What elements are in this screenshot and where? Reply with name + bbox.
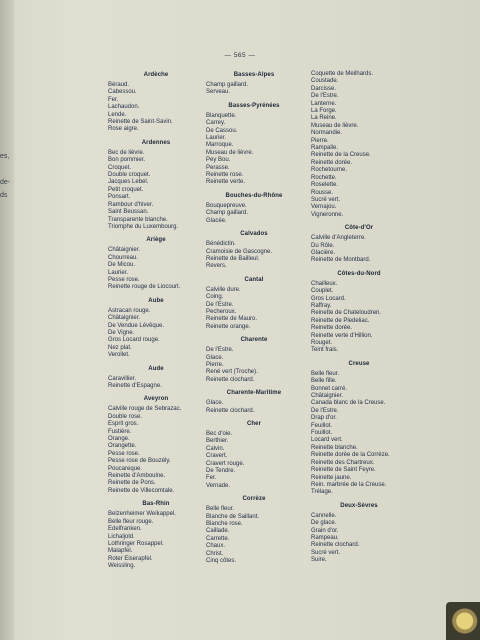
variety-item: Normandie. xyxy=(311,130,343,137)
variety-item: Christ. xyxy=(206,550,224,557)
variety-item: Cabessou. xyxy=(108,89,137,96)
variety-item: Gros Locard. xyxy=(311,295,346,302)
department-heading: Côtes-du-Nord xyxy=(337,270,381,277)
variety-item: Rein. marbrée de la Creuse. xyxy=(311,481,387,488)
variety-item: Museau de lièvre. xyxy=(311,122,359,129)
facing-page-fragments xyxy=(0,150,12,202)
variety-item: De Vigne. xyxy=(108,329,135,336)
variety-item: Esprit gros. xyxy=(108,421,139,428)
column-2 xyxy=(206,71,324,571)
variety-item: Vernade. xyxy=(206,482,231,489)
variety-item: Gros Locard rouge. xyxy=(108,337,160,344)
department-section xyxy=(206,230,324,271)
department-section xyxy=(311,224,429,265)
department-heading: Aube xyxy=(148,297,164,304)
variety-item: Marroque. xyxy=(206,142,234,149)
facing-page-fragment: es, xyxy=(0,153,10,160)
variety-item: Rambour d'hiver. xyxy=(108,201,154,208)
department-section xyxy=(206,420,324,490)
department-heading: Bouches-du-Rhône xyxy=(225,192,283,199)
variety-item: Pierre. xyxy=(311,137,329,144)
variety-item: Reinette d'Amboulne. xyxy=(108,473,166,480)
variety-item: Darcisse. xyxy=(311,85,337,92)
variety-item: Reinette clochard. xyxy=(206,376,255,383)
variety-item: Reinette rose. xyxy=(206,172,244,179)
variety-item: Revers. xyxy=(206,263,227,270)
department-section xyxy=(206,495,324,565)
variety-item: Feuillot. xyxy=(311,422,333,429)
facing-page-fragment: ds xyxy=(0,192,8,199)
variety-item: Cannelle. xyxy=(311,512,337,519)
department-section xyxy=(206,192,324,225)
variety-item: Fer. xyxy=(206,475,217,482)
variety-item: Fustière. xyxy=(108,428,132,435)
department-heading: Charente-Maritime xyxy=(226,390,282,397)
variety-item: Lachaudon. xyxy=(108,104,140,111)
variety-item: Reinette de Chateloudren. xyxy=(311,310,382,317)
variety-item: Carrette. xyxy=(206,535,230,542)
variety-item: Belle fleur. xyxy=(311,370,340,377)
variety-item: Pesse rose de Bouzély. xyxy=(108,458,171,465)
variety-item: De Micou. xyxy=(108,262,136,269)
variety-item: Glace. xyxy=(206,400,224,407)
variety-item: Glace. xyxy=(206,354,224,361)
variety-item: Coing. xyxy=(206,294,224,301)
variety-item: De Tendre. xyxy=(206,468,236,475)
variety-item: Blanche de Saillant. xyxy=(206,513,260,520)
variety-item: Bonnet carré. xyxy=(311,385,348,392)
variety-item: Lichaljold. xyxy=(108,533,135,540)
department-heading: Cher xyxy=(246,421,262,427)
variety-item: Chaux. xyxy=(206,543,226,550)
variety-item: Reinette de Saint-Savin. xyxy=(108,119,173,126)
variety-item: Trélage. xyxy=(311,489,333,496)
page-number: — 565 — xyxy=(224,52,256,59)
variety-item: Reinette de Saint Feyre. xyxy=(311,467,376,474)
corner-logo-icon xyxy=(446,602,480,640)
variety-item: Double croquet. xyxy=(108,172,151,179)
variety-item: Reinette de la Creuse. xyxy=(311,152,371,159)
variety-item: Reinette dorée. xyxy=(311,325,353,332)
variety-item: Reinette verte. xyxy=(206,179,246,186)
variety-item: Drap d'or. xyxy=(311,415,337,422)
variety-item: Bec de lièvre. xyxy=(108,149,145,156)
variety-item: Coquette de Meilhards. xyxy=(311,71,374,77)
variety-item: Reinette verte d'Hillion. xyxy=(311,332,373,339)
variety-item: De glace. xyxy=(311,520,337,527)
department-heading: Cantal xyxy=(244,276,264,283)
variety-item: Verollet. xyxy=(108,352,130,359)
variety-item: Béraud. xyxy=(108,82,130,88)
variety-item: La Forge. xyxy=(311,108,337,115)
variety-item: Lende. xyxy=(108,111,127,118)
variety-item: La Reine. xyxy=(311,115,337,122)
variety-item: Cravert. xyxy=(206,453,228,460)
department-heading: Calvados xyxy=(240,231,268,238)
variety-item: Teint frais. xyxy=(311,347,339,354)
variety-item: Bénédictin. xyxy=(206,241,236,248)
variety-item: Berthier. xyxy=(206,438,229,445)
department-heading: Ardèche xyxy=(143,72,169,78)
variety-item: Caravillier. xyxy=(108,375,137,382)
variety-item: Cramoisie de Gascogne. xyxy=(206,248,273,255)
variety-item: Rochetourne. xyxy=(311,167,348,174)
variety-item: Edelfranken. xyxy=(108,526,142,533)
variety-item: Raffray. xyxy=(311,302,332,309)
facing-page-fragment: de- xyxy=(0,179,11,186)
department-heading: Charente xyxy=(240,337,268,344)
variety-item: Astracan rouge. xyxy=(108,307,151,314)
variety-item: Transparente blanche. xyxy=(108,216,168,223)
variety-item: Glacière. xyxy=(311,249,336,256)
variety-item: De l'Estre. xyxy=(311,407,339,414)
variety-item: Reinette de Montbard. xyxy=(311,257,371,264)
variety-item: Vigneronne. xyxy=(311,211,344,218)
variety-item: Ponsart. xyxy=(108,194,131,201)
variety-item: Triomphe du Luxembourg. xyxy=(108,223,179,230)
variety-item: René vert (Troche). xyxy=(206,369,258,376)
variety-item: Rose aigre. xyxy=(108,126,139,133)
variety-item: Reinette des Chartreux. xyxy=(311,459,375,466)
variety-item: Châtaignier. xyxy=(108,315,141,322)
variety-item: Reinette rouge de Liocourt. xyxy=(108,284,181,291)
variety-item: Rouget. xyxy=(311,340,333,346)
variety-item: Cravert rouge. xyxy=(206,460,245,467)
variety-item: Pey Bou. xyxy=(206,157,231,164)
variety-item: Reinette orange. xyxy=(206,323,251,330)
variety-item: Nez plat. xyxy=(108,344,132,351)
page-gutter xyxy=(0,0,14,640)
variety-item: Cinq côtes. xyxy=(206,558,237,565)
variety-item: De l'Estre. xyxy=(206,347,234,354)
variety-item: Reinette de Mauro. xyxy=(206,316,258,323)
variety-item: De l'Estre. xyxy=(311,93,339,100)
variety-item: Saint Beussan. xyxy=(108,209,149,216)
variety-item: Chailleux. xyxy=(311,280,338,287)
variety-item: Châtaignier. xyxy=(311,393,344,400)
variety-item: Sucré vert. xyxy=(311,196,341,203)
department-heading: Basses-Pyrénées xyxy=(228,102,280,109)
variety-item: Champ gaillard. xyxy=(206,82,249,88)
variety-item: Laurier. xyxy=(206,135,227,142)
variety-item: Bouquepreuve. xyxy=(206,202,247,209)
variety-item: Reinette clochard. xyxy=(311,542,360,549)
variety-item: Sucré vert. xyxy=(311,549,341,556)
variety-item: De l'Estre. xyxy=(206,301,234,308)
variety-item: Bec d'oie. xyxy=(206,431,233,437)
variety-item: Orange. xyxy=(108,436,130,443)
variety-item: Reinette dorée de la Corrèze. xyxy=(311,452,390,459)
variety-item: Orangette. xyxy=(108,443,137,450)
department-heading: Deux-Sèvres xyxy=(340,502,378,509)
variety-item: Blanquette. xyxy=(206,112,237,119)
variety-item: Pecheroux. xyxy=(206,308,237,315)
variety-item: Roselette. xyxy=(311,182,339,189)
variety-item: Serveau. xyxy=(206,89,231,96)
variety-item: Locard vert. xyxy=(311,437,343,444)
variety-item: Rampalle. xyxy=(311,145,339,152)
column-3 xyxy=(311,71,429,570)
variety-item: Couplet. xyxy=(311,288,334,295)
variety-item: Belle fleur. xyxy=(206,506,235,513)
variety-item: Malapfel. xyxy=(108,548,133,555)
variety-item: Rampeau. xyxy=(311,534,339,541)
variety-item: Calvin. xyxy=(206,445,225,452)
department-heading: Ardennes xyxy=(141,139,171,146)
variety-item: Glacée. xyxy=(206,217,227,224)
variety-item: Fer. xyxy=(108,96,119,103)
variety-item: Weissling. xyxy=(108,563,136,570)
department-section xyxy=(206,102,324,187)
department-section xyxy=(206,389,324,415)
variety-item: Champ gaillard. xyxy=(206,210,249,217)
variety-item: Pesse rose. xyxy=(108,276,140,283)
variety-item: Belzenheimer Weikappel. xyxy=(108,511,176,518)
department-heading: Ariège xyxy=(146,237,166,244)
variety-item: Reinette de Bailleul. xyxy=(206,255,260,262)
variety-item: Fouillot. xyxy=(311,430,333,437)
variety-item: Rousse. xyxy=(311,189,334,196)
variety-item: Roter Eiserapfel. xyxy=(108,555,153,562)
variety-item: Lothringer Rosappel. xyxy=(108,540,164,547)
department-heading: Basses-Alpes xyxy=(233,72,275,78)
variety-item: Carrey. xyxy=(206,120,226,127)
variety-item: Caillade. xyxy=(206,528,230,535)
variety-item: Calville dure. xyxy=(206,286,241,293)
department-section xyxy=(311,71,429,219)
variety-item: Reinette dorée. xyxy=(311,159,353,166)
variety-item: Pierre. xyxy=(206,361,224,368)
variety-item: Bon pommier. xyxy=(108,157,146,164)
department-heading: Côte-d'Or xyxy=(344,225,374,232)
variety-item: Croquet. xyxy=(108,164,132,171)
variety-item: Reinette blanche. xyxy=(311,444,358,451)
variety-item: De Vendue Lévêque. xyxy=(108,322,165,329)
variety-item: Petit croquet. xyxy=(108,186,144,193)
variety-item: Rochette. xyxy=(311,174,337,181)
variety-item: Châtaignier. xyxy=(108,247,141,254)
department-heading: Creuse xyxy=(348,360,370,367)
variety-item: Perasse. xyxy=(206,164,230,171)
variety-item: Canada blanc de la Creuse. xyxy=(311,400,386,407)
variety-item: Belle fille. xyxy=(311,378,337,385)
department-heading: Aude xyxy=(148,365,164,372)
variety-item: Reinette de Pons. xyxy=(108,480,156,487)
department-heading: Corrèze xyxy=(242,496,266,503)
variety-item: Calville d'Angleterre. xyxy=(311,235,366,242)
variety-item: Suire. xyxy=(311,557,327,564)
department-section xyxy=(311,360,429,497)
variety-item: Lanterne. xyxy=(311,100,337,107)
variety-item: Jacques Lebel. xyxy=(108,179,149,186)
variety-item: Grain d'or. xyxy=(311,527,339,534)
variety-item: Belle fleur rouge. xyxy=(108,518,154,525)
variety-item: Reinette d'Espagne. xyxy=(108,383,162,389)
variety-item: Coustade. xyxy=(311,78,339,85)
department-section xyxy=(311,502,429,565)
department-section xyxy=(206,336,324,384)
variety-item: Reinette jaune. xyxy=(311,474,352,481)
variety-item: Vernajou. xyxy=(311,204,337,211)
variety-item: De Cassou. xyxy=(206,127,238,134)
variety-item: Reinette de Pledeliac. xyxy=(311,317,370,324)
variety-item: Calville rouge de Sebrazac. xyxy=(108,406,182,413)
variety-item: Pesse rose. xyxy=(108,450,140,457)
facing-page-fragment xyxy=(0,163,12,176)
variety-item: Reinette clochard. xyxy=(206,407,255,414)
department-heading: Bas-Rhin xyxy=(142,501,170,508)
department-section xyxy=(206,71,324,97)
variety-item: Blanche rose. xyxy=(206,521,243,528)
variety-item: Museau de lièvre. xyxy=(206,149,254,156)
variety-item: Reinette de Villecomtale. xyxy=(108,487,175,494)
variety-item: Double rose. xyxy=(108,413,143,420)
variety-item: Laurier. xyxy=(108,269,129,276)
variety-item: Du Rôle. xyxy=(311,242,335,249)
department-heading: Aveyron xyxy=(143,396,169,403)
variety-item: Poucareque. xyxy=(108,465,143,472)
variety-item: Chourreau. xyxy=(108,254,139,261)
department-section xyxy=(206,276,324,331)
department-section xyxy=(311,270,429,355)
